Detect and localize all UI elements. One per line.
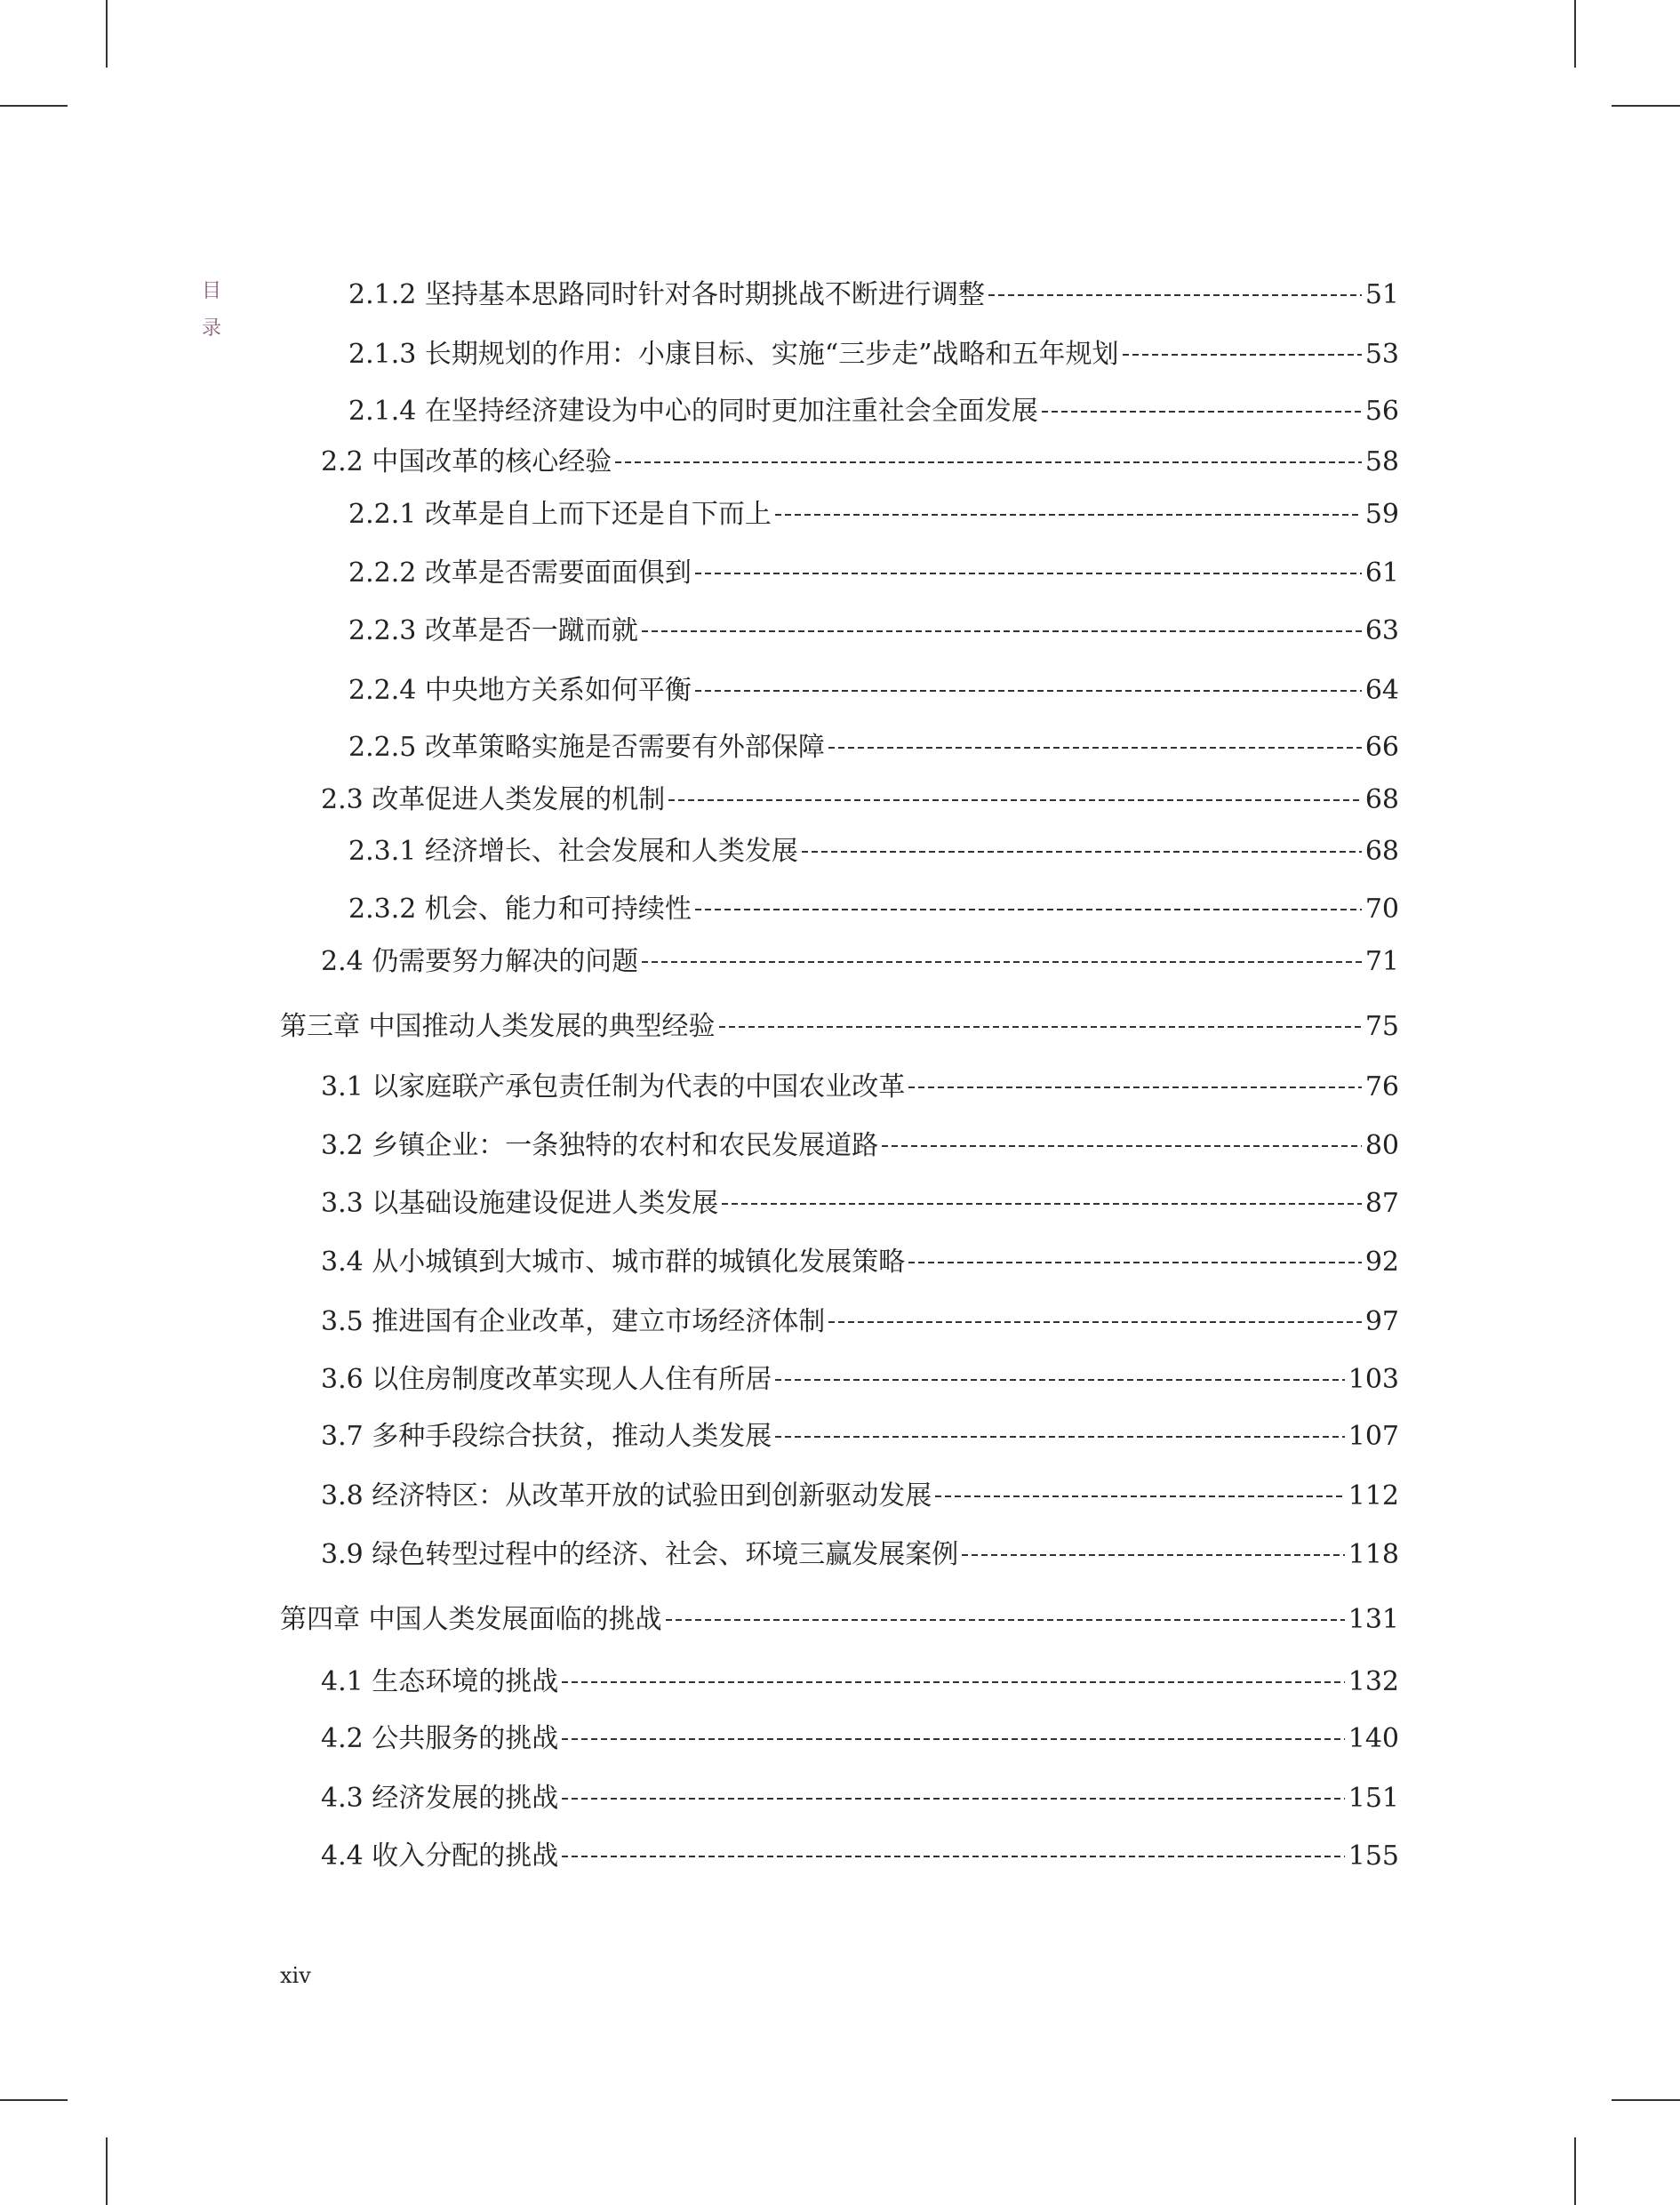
toc-entry-title: 2.1.2 坚持基本思路同时针对各时期挑战不断进行调整 (348, 279, 985, 310)
toc-entry[interactable] (321, 1839, 1399, 1874)
toc-entry-title: 3.9 绿色转型过程中的经济、社会、环境三赢发展案例 (321, 1539, 959, 1570)
toc-entry[interactable] (348, 556, 1399, 591)
crop-mark (106, 2137, 108, 2205)
toc-entry[interactable] (348, 337, 1399, 373)
toc-entry-page: 59 (1364, 499, 1399, 530)
toc-entry-title: 3.3 以基础设施建设促进人类发展 (321, 1188, 719, 1219)
toc-entry-title: 3.2 乡镇企业：一条独特的农村和农民发展道路 (321, 1130, 879, 1161)
toc-entry-page: 131 (1348, 1604, 1399, 1635)
dot-leader (908, 1086, 1362, 1088)
toc-entry-page: 112 (1348, 1480, 1399, 1511)
toc-entry-title: 2.4 仍需要努力解决的问题 (321, 946, 639, 977)
toc-entry-title: 2.2.3 改革是否一蹴而就 (348, 615, 638, 646)
toc-entry[interactable] (321, 1128, 1399, 1164)
dot-leader (1042, 411, 1362, 413)
toc-entry-page: 53 (1364, 339, 1399, 370)
toc-entry[interactable] (321, 1721, 1399, 1757)
toc-entry-title: 2.3.1 经济增长、社会发展和人类发展 (348, 836, 798, 867)
toc-entry-page: 132 (1348, 1666, 1399, 1697)
crop-mark (1574, 0, 1576, 68)
toc-entry-page: 97 (1364, 1306, 1399, 1337)
toc-entry[interactable] (280, 1009, 1399, 1045)
toc-entry[interactable] (321, 782, 1399, 818)
dot-leader (562, 1856, 1344, 1857)
side-label-mu: 目 (202, 280, 222, 302)
dot-leader (962, 1554, 1344, 1556)
toc-entry-page: 61 (1364, 557, 1399, 589)
toc-entry[interactable] (348, 673, 1399, 709)
toc-entry[interactable] (348, 730, 1399, 766)
toc-entry-page: 80 (1364, 1130, 1399, 1161)
toc-entry-page: 68 (1364, 836, 1399, 867)
toc-entry-title: 3.5 推进国有企业改革，建立市场经济体制 (321, 1306, 826, 1337)
toc-entry-title: 2.1.4 在坚持经济建设为中心的同时更加注重社会全面发展 (348, 396, 1038, 427)
toc-entry-title: 2.2 中国改革的核心经验 (321, 446, 612, 477)
toc-entry-page: 155 (1348, 1840, 1399, 1872)
dot-leader (666, 1619, 1345, 1621)
crop-mark (1612, 105, 1680, 107)
toc-entry[interactable] (321, 1781, 1399, 1816)
toc-entry-page: 118 (1348, 1539, 1399, 1570)
toc-entry-page: 76 (1364, 1071, 1399, 1102)
toc-entry-page: 66 (1364, 732, 1399, 763)
toc-entry[interactable] (321, 1537, 1399, 1573)
toc-entry-page: 75 (1364, 1011, 1399, 1042)
toc-entry-title: 2.3.2 机会、能力和可持续性 (348, 894, 692, 925)
toc-entry-title: 3.8 经济特区：从改革开放的试验田到创新驱动发展 (321, 1480, 932, 1511)
toc-entry-page: 151 (1348, 1783, 1399, 1814)
dot-leader (828, 1321, 1362, 1323)
toc-entry-page: 70 (1364, 894, 1399, 925)
dot-leader (642, 630, 1362, 632)
toc-entry-page: 58 (1364, 446, 1399, 477)
crop-mark (0, 105, 68, 107)
toc-entry-title: 4.4 收入分配的挑战 (321, 1840, 559, 1872)
toc-entry[interactable] (321, 1664, 1399, 1700)
toc-entry-title: 2.2.1 改革是自上而下还是自下而上 (348, 499, 772, 530)
toc-entry[interactable] (321, 1304, 1399, 1340)
toc-entry-page: 140 (1348, 1723, 1399, 1754)
toc-entry[interactable] (348, 497, 1399, 533)
dot-leader (562, 1681, 1344, 1683)
toc-entry[interactable] (321, 445, 1399, 480)
side-label-lu: 录 (202, 317, 222, 340)
dot-leader (882, 1145, 1362, 1147)
toc-entry[interactable] (321, 1070, 1399, 1105)
dot-leader (775, 514, 1362, 516)
dot-leader (775, 1436, 1344, 1438)
toc-entry-title: 2.2.2 改革是否需要面面俱到 (348, 557, 692, 589)
toc-entry-title: 4.1 生态环境的挑战 (321, 1666, 559, 1697)
page-number: xiv (280, 1963, 311, 1988)
toc-entry-title: 2.2.5 改革策略实施是否需要有外部保障 (348, 732, 825, 763)
toc-entry-title: 2.3 改革促进人类发展的机制 (321, 784, 666, 815)
toc-entry-page: 87 (1364, 1188, 1399, 1219)
toc-entry[interactable] (321, 1186, 1399, 1222)
dot-leader (562, 1738, 1344, 1740)
toc-entry-title: 第四章 中国人类发展面临的挑战 (280, 1604, 662, 1635)
dot-leader (642, 961, 1362, 963)
dot-leader (668, 799, 1362, 801)
crop-mark (1574, 2137, 1576, 2205)
toc-entry-page: 92 (1364, 1247, 1399, 1278)
crop-mark (106, 0, 108, 68)
toc-entry[interactable] (348, 892, 1399, 927)
toc-entry-page: 68 (1364, 784, 1399, 815)
toc-entry-title: 3.1 以家庭联产承包责任制为代表的中国农业改革 (321, 1071, 906, 1102)
toc-entry-title: 第三章 中国推动人类发展的典型经验 (280, 1011, 716, 1042)
toc-entry[interactable] (348, 613, 1399, 649)
dot-leader (775, 1379, 1344, 1381)
toc-entry-title: 3.4 从小城镇到大城市、城市群的城镇化发展策略 (321, 1247, 906, 1278)
toc-entry[interactable] (348, 834, 1399, 870)
crop-mark (0, 2099, 68, 2101)
dot-leader (935, 1495, 1344, 1497)
toc-entry-title: 4.2 公共服务的挑战 (321, 1723, 559, 1754)
toc-entry[interactable] (321, 1419, 1399, 1455)
toc-entry-page: 103 (1348, 1364, 1399, 1395)
toc-entry[interactable] (348, 394, 1399, 429)
toc-entry-page: 64 (1364, 675, 1399, 706)
dot-leader (562, 1798, 1344, 1800)
dot-leader (695, 573, 1362, 574)
toc-entry[interactable] (321, 1362, 1399, 1398)
dot-leader (695, 690, 1362, 692)
toc-entry[interactable] (321, 944, 1399, 980)
toc-entry-title: 3.6 以住房制度改革实现人人住有所居 (321, 1364, 772, 1395)
toc-entry-page: 63 (1364, 615, 1399, 646)
dot-leader (1123, 354, 1362, 356)
toc-entry[interactable] (321, 1479, 1399, 1514)
toc-entry-title: 4.3 经济发展的挑战 (321, 1783, 559, 1814)
dot-leader (988, 294, 1362, 296)
dot-leader (908, 1262, 1362, 1263)
toc-entry-title: 3.7 多种手段综合扶贫，推动人类发展 (321, 1421, 772, 1452)
dot-leader (828, 747, 1362, 749)
dot-leader (615, 461, 1362, 463)
dot-leader (722, 1203, 1362, 1205)
toc-entry-title: 2.1.3 长期规划的作用：小康目标、实施“三步走”战略和五年规划 (348, 339, 1119, 370)
toc-entry-page: 56 (1364, 396, 1399, 427)
toc-entry[interactable] (321, 1245, 1399, 1280)
dot-leader (695, 909, 1362, 910)
toc-entry-page: 71 (1364, 946, 1399, 977)
toc-entry-page: 107 (1348, 1421, 1399, 1452)
dot-leader (802, 851, 1362, 853)
toc-entry-page: 51 (1364, 279, 1399, 310)
dot-leader (719, 1026, 1362, 1028)
toc-entry[interactable] (280, 1602, 1399, 1638)
toc-entry[interactable] (348, 277, 1399, 313)
toc-entry-title: 2.2.4 中央地方关系如何平衡 (348, 675, 692, 706)
crop-mark (1612, 2099, 1680, 2101)
